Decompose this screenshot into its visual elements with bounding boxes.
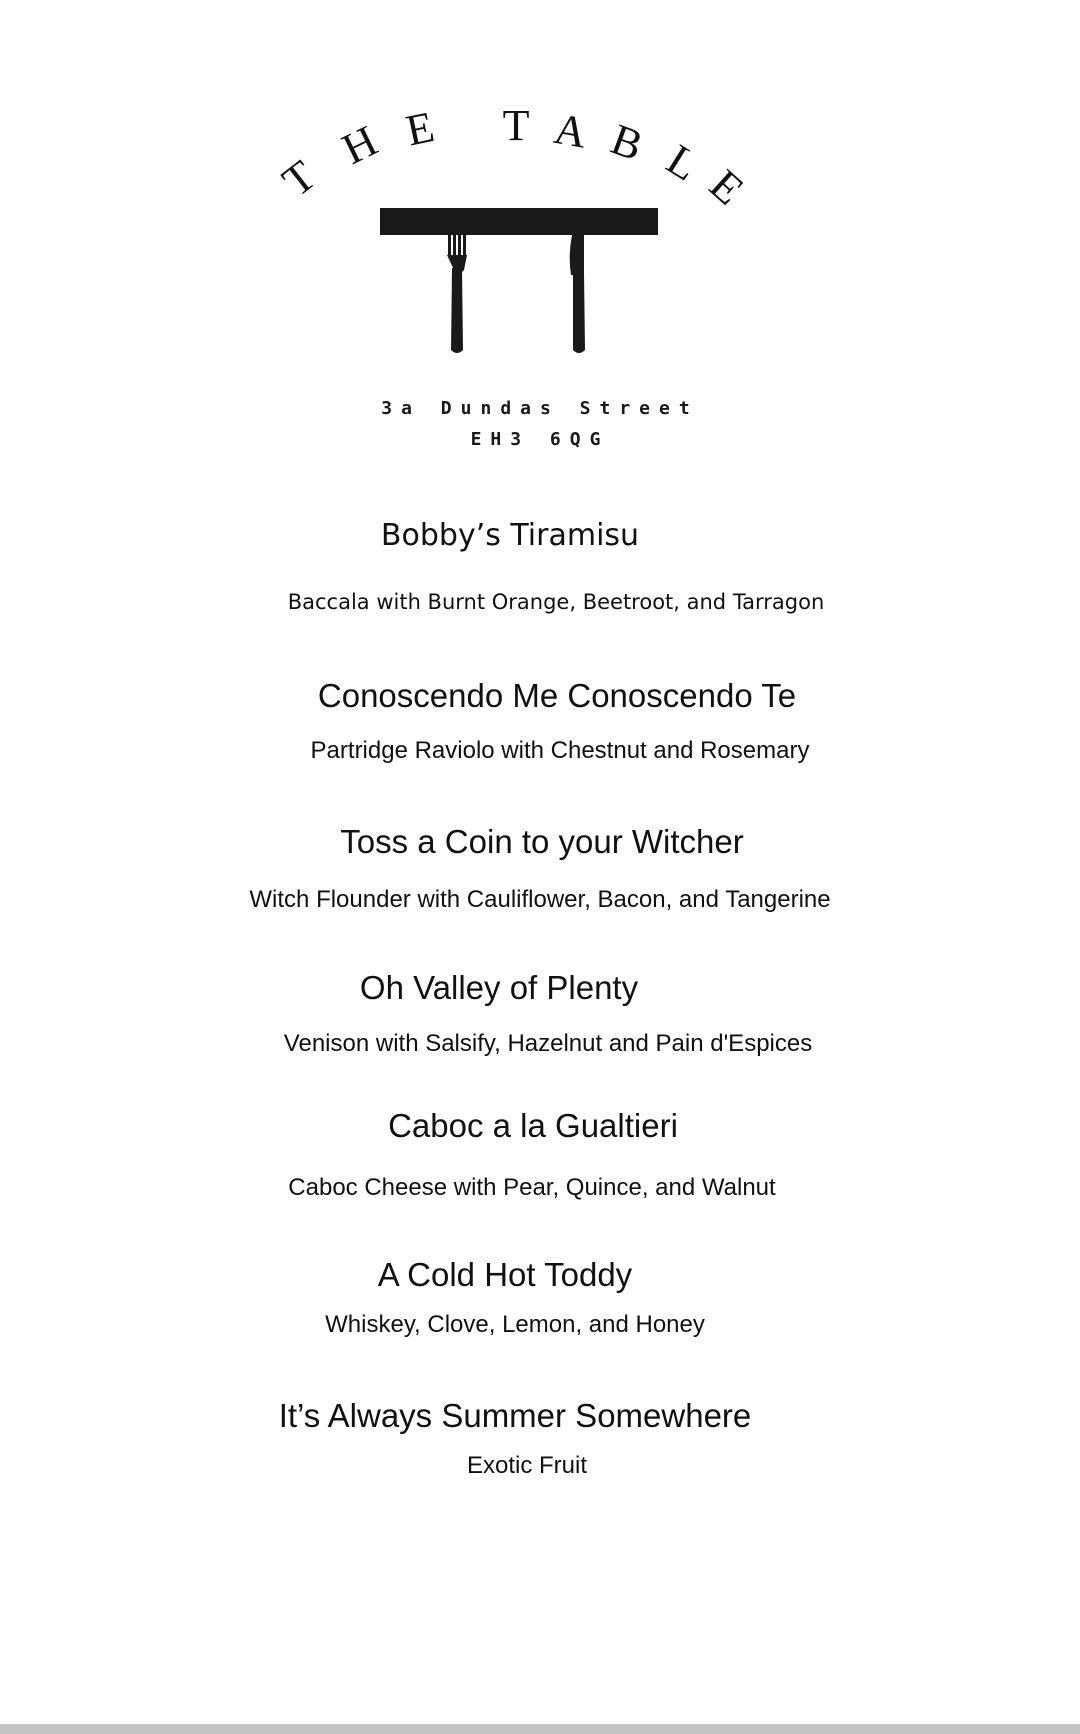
logo-letter-t1: T <box>273 150 325 207</box>
page-bottom-edge <box>0 1724 1080 1734</box>
course-title: Oh Valley of Plenty <box>359 969 639 1006</box>
logo-letter-h: H <box>334 115 385 174</box>
address-postcode: EH3 6QG <box>470 429 610 450</box>
logo-letter-e1: E <box>401 102 439 156</box>
logo-letter-t2: T <box>502 101 530 150</box>
course-title: Caboc a la Gualtieri <box>388 1107 678 1144</box>
table-top-graphic <box>380 208 658 235</box>
course-description: Caboc Cheese with Pear, Quince, and Walnut <box>288 1174 776 1201</box>
course-title: Bobby’s Tiramisu <box>380 518 640 553</box>
fork-icon <box>447 235 467 353</box>
logo-letter-b: B <box>604 114 650 171</box>
course-description: Exotic Fruit <box>466 1452 588 1479</box>
logo-letter-l: L <box>658 134 708 191</box>
logo-letter-e2: E <box>700 160 754 215</box>
course-title: A Cold Hot Toddy <box>377 1256 633 1293</box>
course-title: Toss a Coin to your Witcher <box>340 823 744 860</box>
course-title: Conoscendo Me Conoscendo Te <box>317 677 797 714</box>
course-description: Baccala with Burnt Orange, Beetroot, and Tarragon <box>287 590 825 614</box>
knife-icon <box>570 235 585 353</box>
restaurant-logo <box>0 0 1080 380</box>
course-description: Venison with Salsify, Hazelnut and Pain d'Espices <box>283 1030 813 1057</box>
course-description: Witch Flounder with Cauliflower, Bacon, and Tangerine <box>249 886 831 913</box>
course-description: Partridge Raviolo with Chestnut and Rosemary <box>310 737 810 764</box>
course-description: Whiskey, Clove, Lemon, and Honey <box>325 1311 705 1338</box>
logo-letter-a: A <box>550 103 591 158</box>
address-street: 3a Dundas Street <box>381 398 699 419</box>
course-title: It’s Always Summer Somewhere <box>278 1397 752 1434</box>
